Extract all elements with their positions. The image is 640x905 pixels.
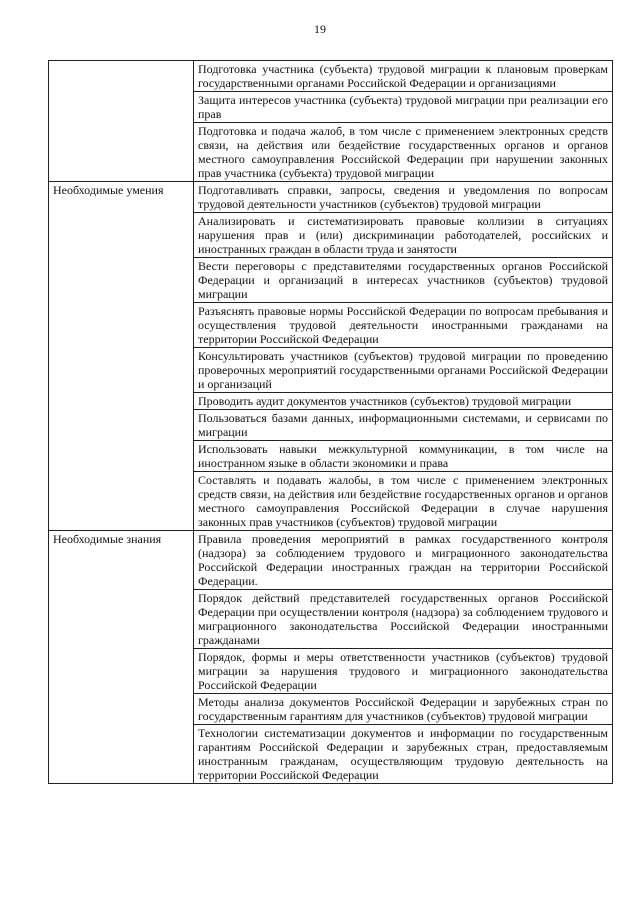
table-row (49, 61, 613, 92)
requirement-item: Пользоваться базами данных, информационными системами, и сервисами по миграции (194, 410, 613, 441)
table-row (49, 531, 613, 590)
requirement-item: Использовать навыки межкультурной коммуникации, в том числе на иностранном языке в области экономики и права (194, 441, 613, 472)
requirement-item: Подготавливать справки, запросы, сведения и уведомления по вопросам трудовой деятельности участников (субъектов) трудовой миграции (194, 182, 613, 213)
requirements-table (48, 60, 613, 784)
requirement-item: Проводить аудит документов участников (субъектов) трудовой миграции (194, 393, 613, 410)
page-number: 19 (314, 22, 326, 36)
requirement-item: Технологии систематизации документов и информации по государственным гарантиям Российской Федерации и зарубежных стран, предоставляемым иностранным гражданам, осуществляющим трудовую деятельность на территории Российской Федерации (194, 725, 613, 784)
requirement-item: Вести переговоры с представителями государственных органов Российской Федерации и организаций в интересах участников (субъектов) трудовой миграции (194, 258, 613, 303)
requirement-item: Анализировать и систематизировать правовые коллизии в ситуациях нарушения прав и (или) дискриминации работодателей, российских и иностранных граждан в области труда и занятости (194, 213, 613, 258)
requirement-item: Разъяснять правовые нормы Российской Федерации по вопросам пребывания и осуществления трудовой деятельности иностранными гражданами на территории Российской Федерации (194, 303, 613, 348)
requirement-item: Составлять и подавать жалобы, в том числе с применением электронных средств связи, на действия или бездействие государственных органов и органов местного самоуправления Российской Федерации в случае нарушения законных прав участников (субъектов) трудовой миграции (194, 472, 613, 531)
requirement-item: Правила проведения мероприятий в рамках государственного контроля (надзора) за соблюдением трудового и миграционного законодательства Российской Федерации иностранных граждан на территории Российской Федерации. (194, 531, 613, 590)
requirement-item: Подготовка участника (субъекта) трудовой миграции к плановым проверкам государственными органами Российской Федерации и организациями (194, 61, 613, 92)
requirement-item: Порядок, формы и меры ответственности участников (субъектов) трудовой миграции за нарушения трудового и миграционного законодательства Российской Федерации (194, 649, 613, 694)
requirement-item: Методы анализа документов Российской Федерации и зарубежных стран по государственным гарантиям для участников (субъектов) трудовой миграции (194, 694, 613, 725)
requirement-item: Порядок действий представителей государственных органов Российской Федерации при осуществлении контроля (надзора) за соблюдением трудового и миграционного законодательства Российской Федерации иностранными гражданами (194, 590, 613, 649)
requirement-item: Защита интересов участника (субъекта) трудовой миграции при реализации его прав (194, 92, 613, 123)
section-label (49, 61, 194, 182)
table-row (49, 182, 613, 213)
section-label: Необходимые умения (49, 182, 194, 531)
section-label: Необходимые знания (49, 531, 194, 784)
requirement-item: Консультировать участников (субъектов) трудовой миграции по проведению проверочных мероприятий государственными органами Российской Федерации и организаций (194, 348, 613, 393)
requirement-item: Подготовка и подача жалоб, в том числе с применением электронных средств связи, на действия или бездействие государственных органов и органов местного самоуправления Российской Федерации при нарушении законных прав участника (субъекта) трудовой миграции (194, 123, 613, 182)
